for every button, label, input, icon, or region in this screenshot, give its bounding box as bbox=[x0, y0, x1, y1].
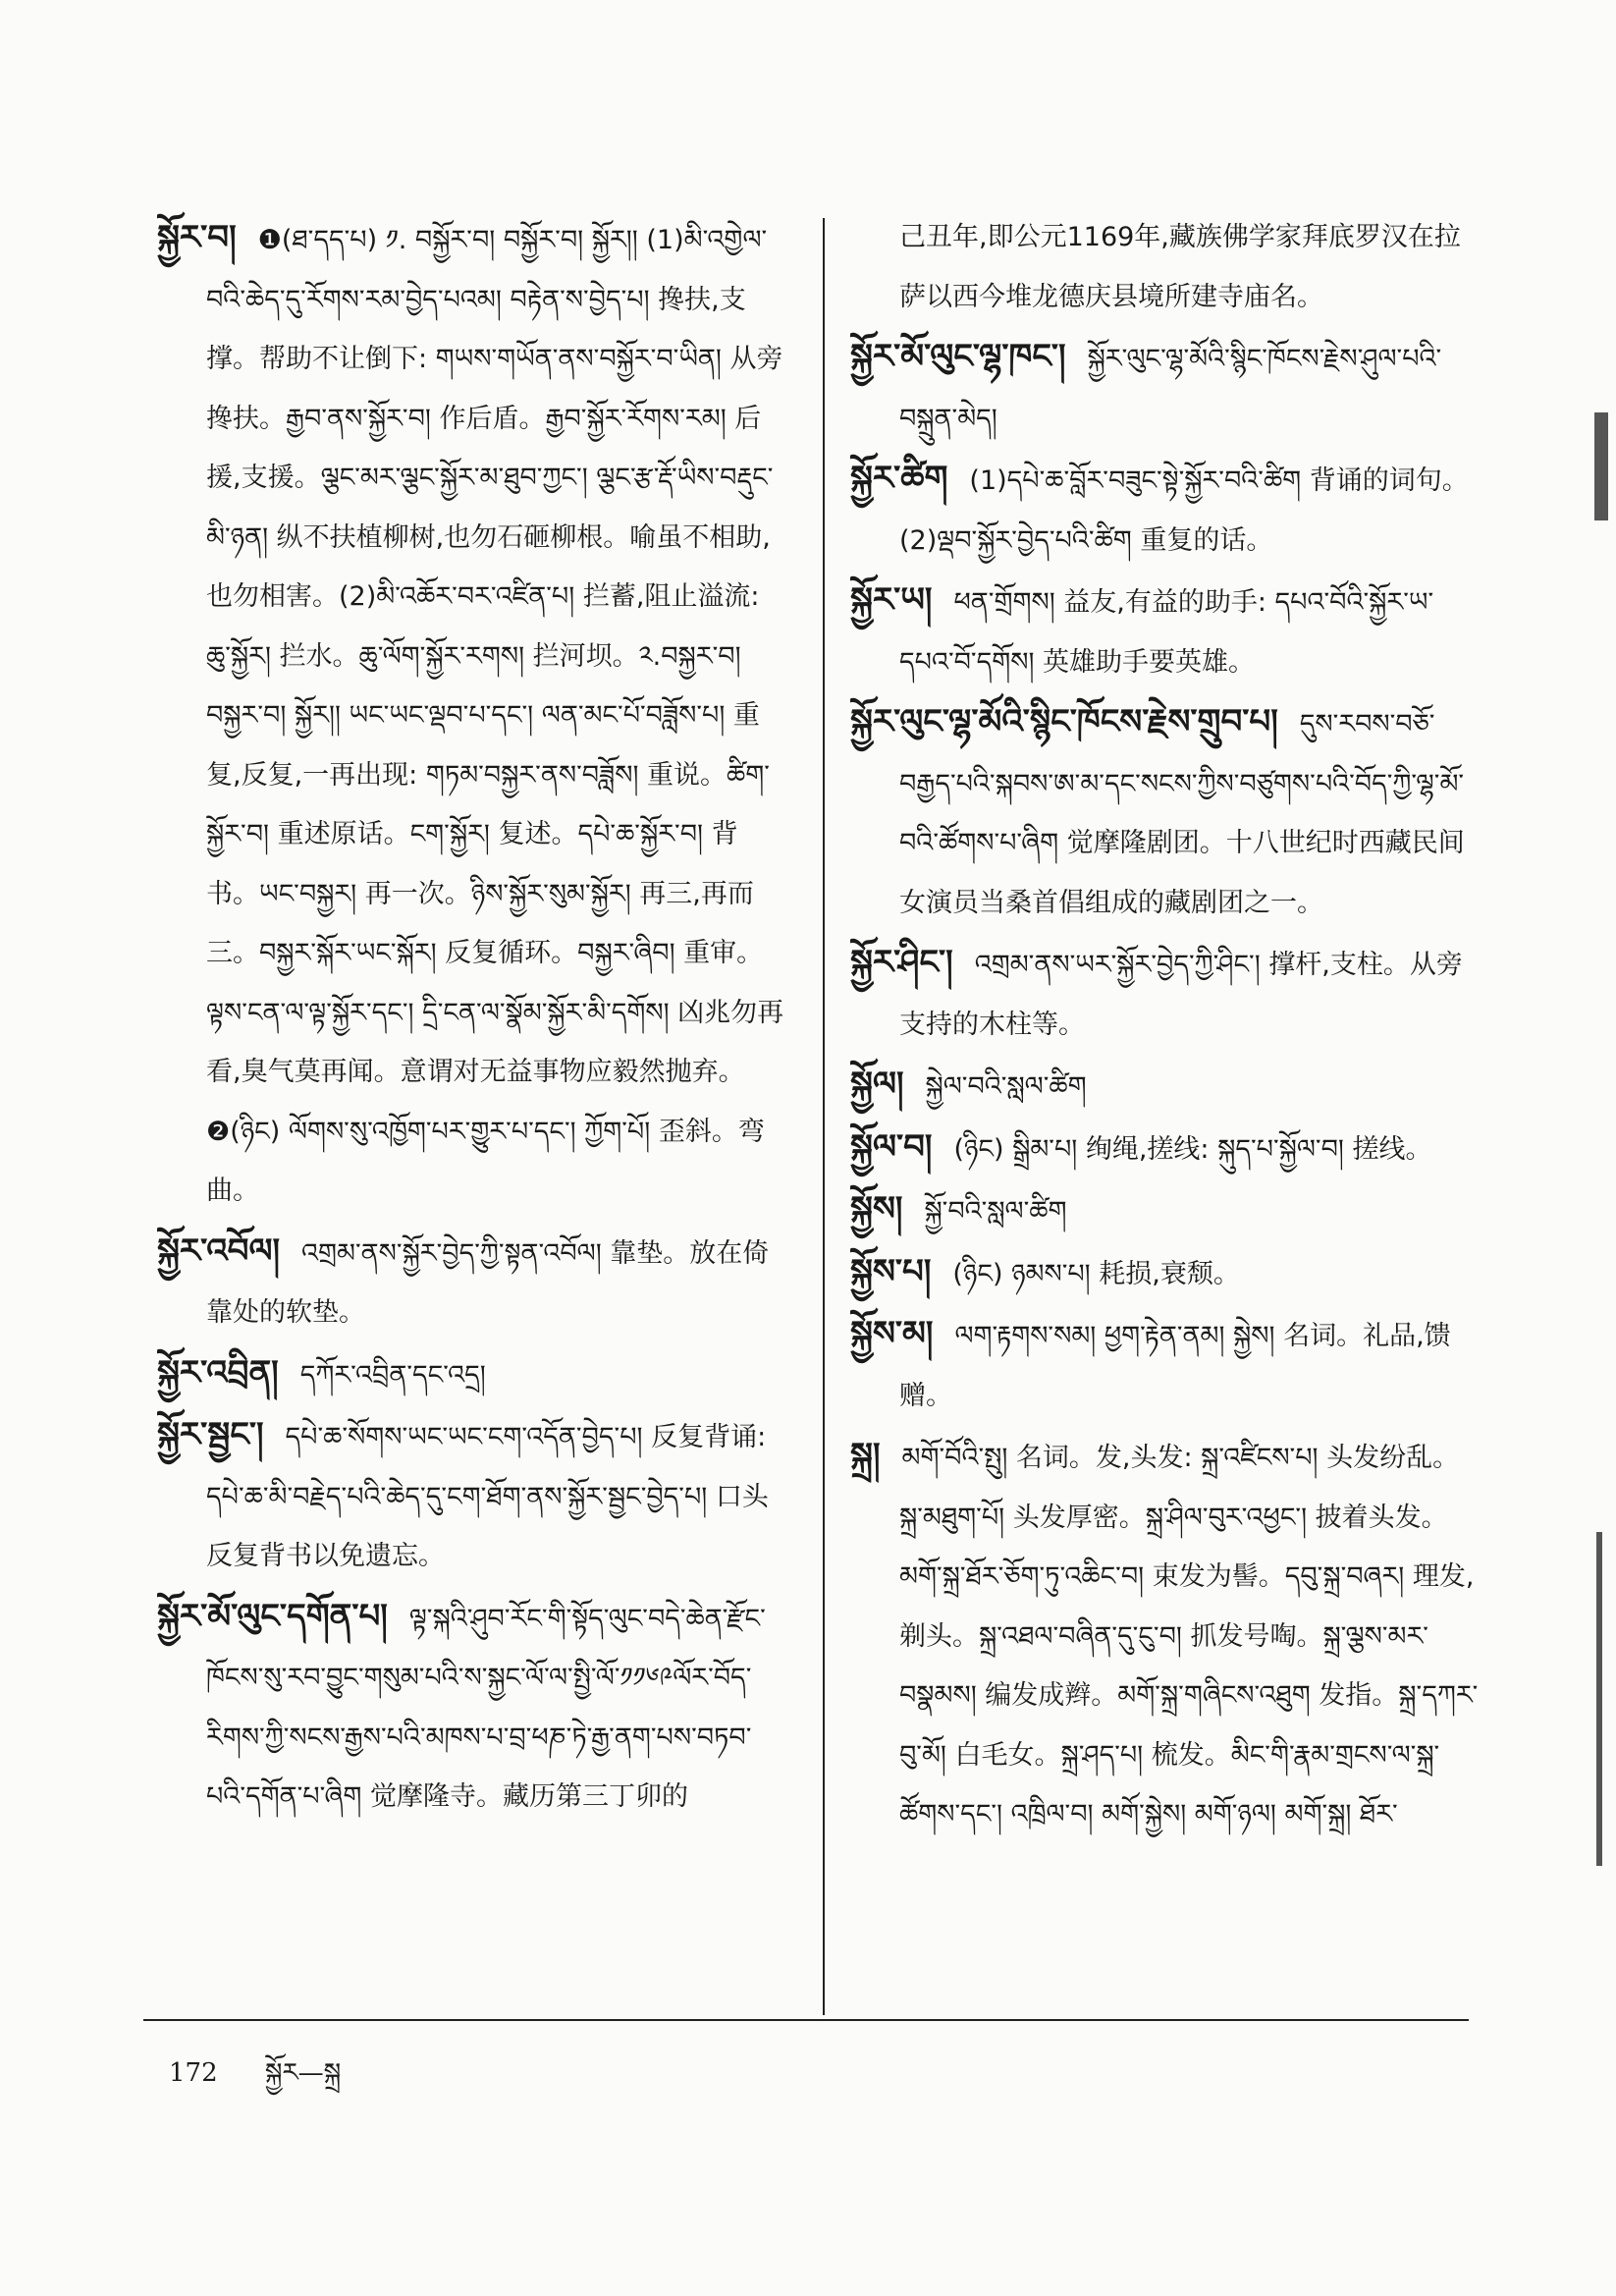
page-number: 172 bbox=[169, 2058, 218, 2088]
definition: (ཉིང) ཉམས་པ། 耗损,衰颓。 bbox=[952, 1258, 1240, 1289]
headword: སྐྱོར་འབྲིན། bbox=[157, 1352, 279, 1393]
dictionary-entry bbox=[157, 208, 785, 1222]
definition: (ཉིང) སྒྲིམ་པ། 绚绳,搓线: སྐུད་པ་སྐྱོལ་བ། 搓线。 bbox=[953, 1133, 1432, 1165]
definition: (1)དཔེ་ཆ་བློར་བཟུང་སྟེ་སྐྱོར་བའི་ཚིག 背诵的词句。(2)ལྡབ་སྐྱོར་བྱེད་པའི་ཚིག 重复的话。 bbox=[899, 465, 1469, 556]
definition: དཀོར་འབྲིན་དང་འདྲ། bbox=[299, 1359, 486, 1391]
definition: 己丑年,即公元1169年,藏族佛学家拜底罗汉在拉萨以西今堆龙德庆县境所建寺庙名。 bbox=[899, 222, 1461, 312]
page-footer bbox=[169, 2045, 341, 2116]
headword: སྐྱོར་བ། bbox=[157, 218, 237, 257]
headword: སྐྱོར་ཚིག bbox=[850, 459, 948, 498]
definition: འགྲམ་ནས་སྐྱོར་བྱེད་ཀྱི་སྟན་འབོལ། 靠垫。放在倚靠处的软垫。 bbox=[206, 1237, 770, 1328]
headword: སྐྲ། bbox=[850, 1436, 881, 1475]
definition: ལྟ་སྐའི་ཤུབ་རོང་གི་སྟོད་ལུང་བདེ་ཆེན་རྫོང་ཁོངས་སུ་རབ་བྱུང་གསུམ་པའི་ས་སྐྱང་ལོ་ལ་སྤྱི་ལོ་༡༡༦༩ལོར་བོད་རིགས་ཀྱི་སངས་རྒྱས་པའི་མཁས་པ་བྲ་ཕཎ་ཏེ་རྒྱ་ནག་པས་བཏབ་པའི་དགོན་པ་ཞིག 觉摩隆寺。藏历第三丁卯的 bbox=[206, 1603, 766, 1812]
dictionary-entry bbox=[157, 1222, 785, 1343]
headword: སྐྱོས། bbox=[850, 1189, 903, 1229]
dictionary-entry bbox=[157, 1343, 785, 1406]
headword: སྐྱོར་ཡ། bbox=[850, 580, 933, 620]
definition: སྐྱོ་བའི་སླལ་ཚིག bbox=[924, 1196, 1067, 1227]
edge-mark bbox=[1596, 1532, 1602, 1866]
headword: སྐྱོར་སྦྱང་། bbox=[157, 1415, 264, 1454]
headword: སྐྱོལ། bbox=[850, 1065, 904, 1104]
definition: སྐྱེལ་བའི་སླལ་ཚིག bbox=[925, 1071, 1087, 1102]
binding-edge-marks bbox=[1577, 0, 1616, 2296]
footer-rule bbox=[143, 2019, 1469, 2021]
dictionary-entry bbox=[850, 1242, 1479, 1305]
headword: སྐྱོར་མོ་ལུང་ལྷ་ཁང་། bbox=[850, 337, 1066, 376]
dictionary-entry bbox=[850, 692, 1479, 933]
dictionary-entry bbox=[850, 327, 1479, 449]
definition: དུས་རབས་བཅོ་བརྒྱད་པའི་སྐབས་ཨ་མ་དང་སངས་ཀྱིས་བཙུགས་པའི་བོད་ཀྱི་ལྷ་མོ་བའི་ཚོགས་པ་ཞིག 觉摩隆剧团。十八世纪时西藏民间女演员当桑首倡组成的藏剧团之一。 bbox=[899, 709, 1465, 918]
dictionary-entry bbox=[850, 571, 1479, 692]
definition: འགྲམ་ནས་ཡར་སྐྱོར་བྱེད་ཀྱི་ཤིང་། 撑杆,支柱。从旁支持的木柱等。 bbox=[899, 950, 1463, 1040]
dictionary-entry bbox=[850, 1426, 1479, 1845]
dictionary-entry bbox=[850, 1304, 1479, 1426]
dictionary-entry bbox=[850, 1179, 1479, 1242]
left-column bbox=[157, 208, 785, 2005]
dictionary-entry bbox=[850, 1118, 1479, 1180]
definition: མགོ་བོའི་སྤུ། 名词。发,头发: སྐྲ་འཛིངས་པ། 头发纷乱。སྐྲ་མཐུག་པོ། 头发厚密。སྐྲ་ཤིལ་བུར་འཕྱང་། 披着头发。མགོ་སྐྲ་ཐོར་ཅོག་ཏུ་འཆིང་བ། 束发为髻。དབུ་སྐྲ་བཞར། 理发,剃头。སྐྲ་འཐལ་བཞིན་དུ་ངུ་བ། 抓发号啕。སྐྲ་ལྕས་མར་བསྣམས། 编发成辫。མགོ་སྐྲ་གཞིངས་འཐུག 发指。སྐྲ་དཀར་བུ་མོ། 白毛女。སྐྲ་ཤད་པ། 梳发。མིང་གི་རྣམ་གྲངས་ལ་སྐྲ་ཚོགས་དང་། འཁྲིལ་བ། མགོ་སྐྱེས། མགོ་ཉལ། མགོ་སྐྲ། ཐོར་ bbox=[899, 1443, 1479, 1830]
headword: སྐྱོས་པ། bbox=[850, 1251, 932, 1291]
right-column bbox=[850, 208, 1479, 2005]
definition: ཕན་གྲོགས། 益友,有益的助手: དཔའ་བོའི་སྐྱོར་ཡ་དཔའ་བོ་དགོས། 英雄助手要英雄。 bbox=[899, 587, 1434, 678]
definition: ❶(ཐ་དད་པ) ༡. བསྐྱོར་བ། བསྐྱོར་བ། སྐྱོར།། (1)མི་འགྱེལ་བའི་ཆེད་དུ་རོགས་རམ་བྱེད་པའམ། བརྟེན་ས་བྱེད་པ། 搀扶,支撑。帮助不让倒下: གཡས་གཡོན་ནས་བསྐྱོར་བ་ཡིན། 从旁搀扶。རྒྱབ་ནས་སྐྱོར་བ། 作后盾。རྒྱབ་སྐྱོར་རོགས་རམ། 后援,支援。ལྕང་མར་ལྕང་སྐྱོར་མ་ཐུབ་ཀྱང་། ལྕང་རྩ་རྡོ་ཡིས་བརྡུང་མི་ཉན། 纵不扶植柳树,也勿石砸柳根。喻虽不相助,也勿相害。(2)མི་འཆོར་བར་འཛིན་པ། 拦蓄,阻止溢流: ཆུ་སྐྱོར། 拦水。ཆུ་ལོག་སྐྱོར་རགས། 拦河坝。༢.བསྐྱར་བ། བསྐྱར་བ། སྐྱོར།། ཡང་ཡང་ལྡབ་པ་དང་། ལན་མང་པོ་བཟློས་པ། 重复,反复,一再出现: གཏམ་བསྐྱར་ནས་བཟློས། 重说。ཚིག་སྐྱོར་བ། 重述原话。ངག་སྐྱོར། 复述。དཔེ་ཆ་སྐྱོར་བ། 背书。ཡང་བསྐྱར། 再一次。ཉིས་སྐྱོར་སུམ་སྐྱོར། 再三,再而三。བསྐྱར་སྐོར་ཡང་སྐོར། 反复循环。བསྐྱར་ཞིབ། 重审。ལྟས་ངན་ལ་ལྟ་སྐྱོར་དང་། དྲི་ངན་ལ་སྣོམ་སྐྱོར་མི་དགོས། 凶兆勿再看,臭气莫再闻。意谓对无益事物应毅然抛弃。❷(ཉིང) ལོགས་སུ་འཁྱོག་པར་གྱུར་པ་དང་། ཀྱོག་པོ། 歪斜。弯曲。 bbox=[206, 225, 784, 1206]
headword: སྐྱོལ་བ། bbox=[850, 1126, 933, 1167]
headword: སྐྱོར་མོ་ལུང་དགོན་པ། bbox=[157, 1596, 388, 1636]
dictionary-entry bbox=[850, 1055, 1479, 1118]
dictionary-entry bbox=[157, 1587, 785, 1828]
dictionary-entry bbox=[157, 1405, 785, 1587]
dictionary-entry bbox=[850, 449, 1479, 571]
definition: ལག་རྟགས་སམ། ཕྱག་རྟེན་ནམ། སྐྱེས། 名词。礼品,馈赠。 bbox=[899, 1321, 1451, 1411]
dictionary-entry bbox=[850, 933, 1479, 1055]
column-divider bbox=[823, 218, 825, 2015]
dictionary-entry-continued bbox=[899, 208, 1479, 327]
page-range: སྐྱོར—སྐྲ bbox=[264, 2058, 342, 2088]
headword: སྐྱོར་ཤིང་། bbox=[850, 943, 953, 982]
edge-mark bbox=[1594, 412, 1608, 520]
definition: དཔེ་ཆ་སོགས་ཡང་ཡང་ངག་འདོན་བྱེད་པ། 反复背诵: དཔེ་ཆ་མི་བརྗེད་པའི་ཆེད་དུ་ངག་ཐོག་ནས་སྐྱོར་སྦྱང་བྱེད་པ། 口头反复背书以免遗忘。 bbox=[206, 1422, 769, 1571]
headword: སྐྱོས་མ། bbox=[850, 1314, 934, 1353]
definition: སྐྱོར་ལུང་ལྷ་མོའི་སྙིང་ཁོངས་རྗེས་ཤུལ་པའི་བསྐྲུན་མེད། bbox=[899, 344, 1442, 434]
headword: སྐྱོར་ལུང་ལྷ་མོའི་སྙིང་ཁོངས་རྗེས་གྲུབ་པ། bbox=[850, 702, 1278, 741]
headword: སྐྱོར་འབོལ། bbox=[157, 1230, 281, 1271]
